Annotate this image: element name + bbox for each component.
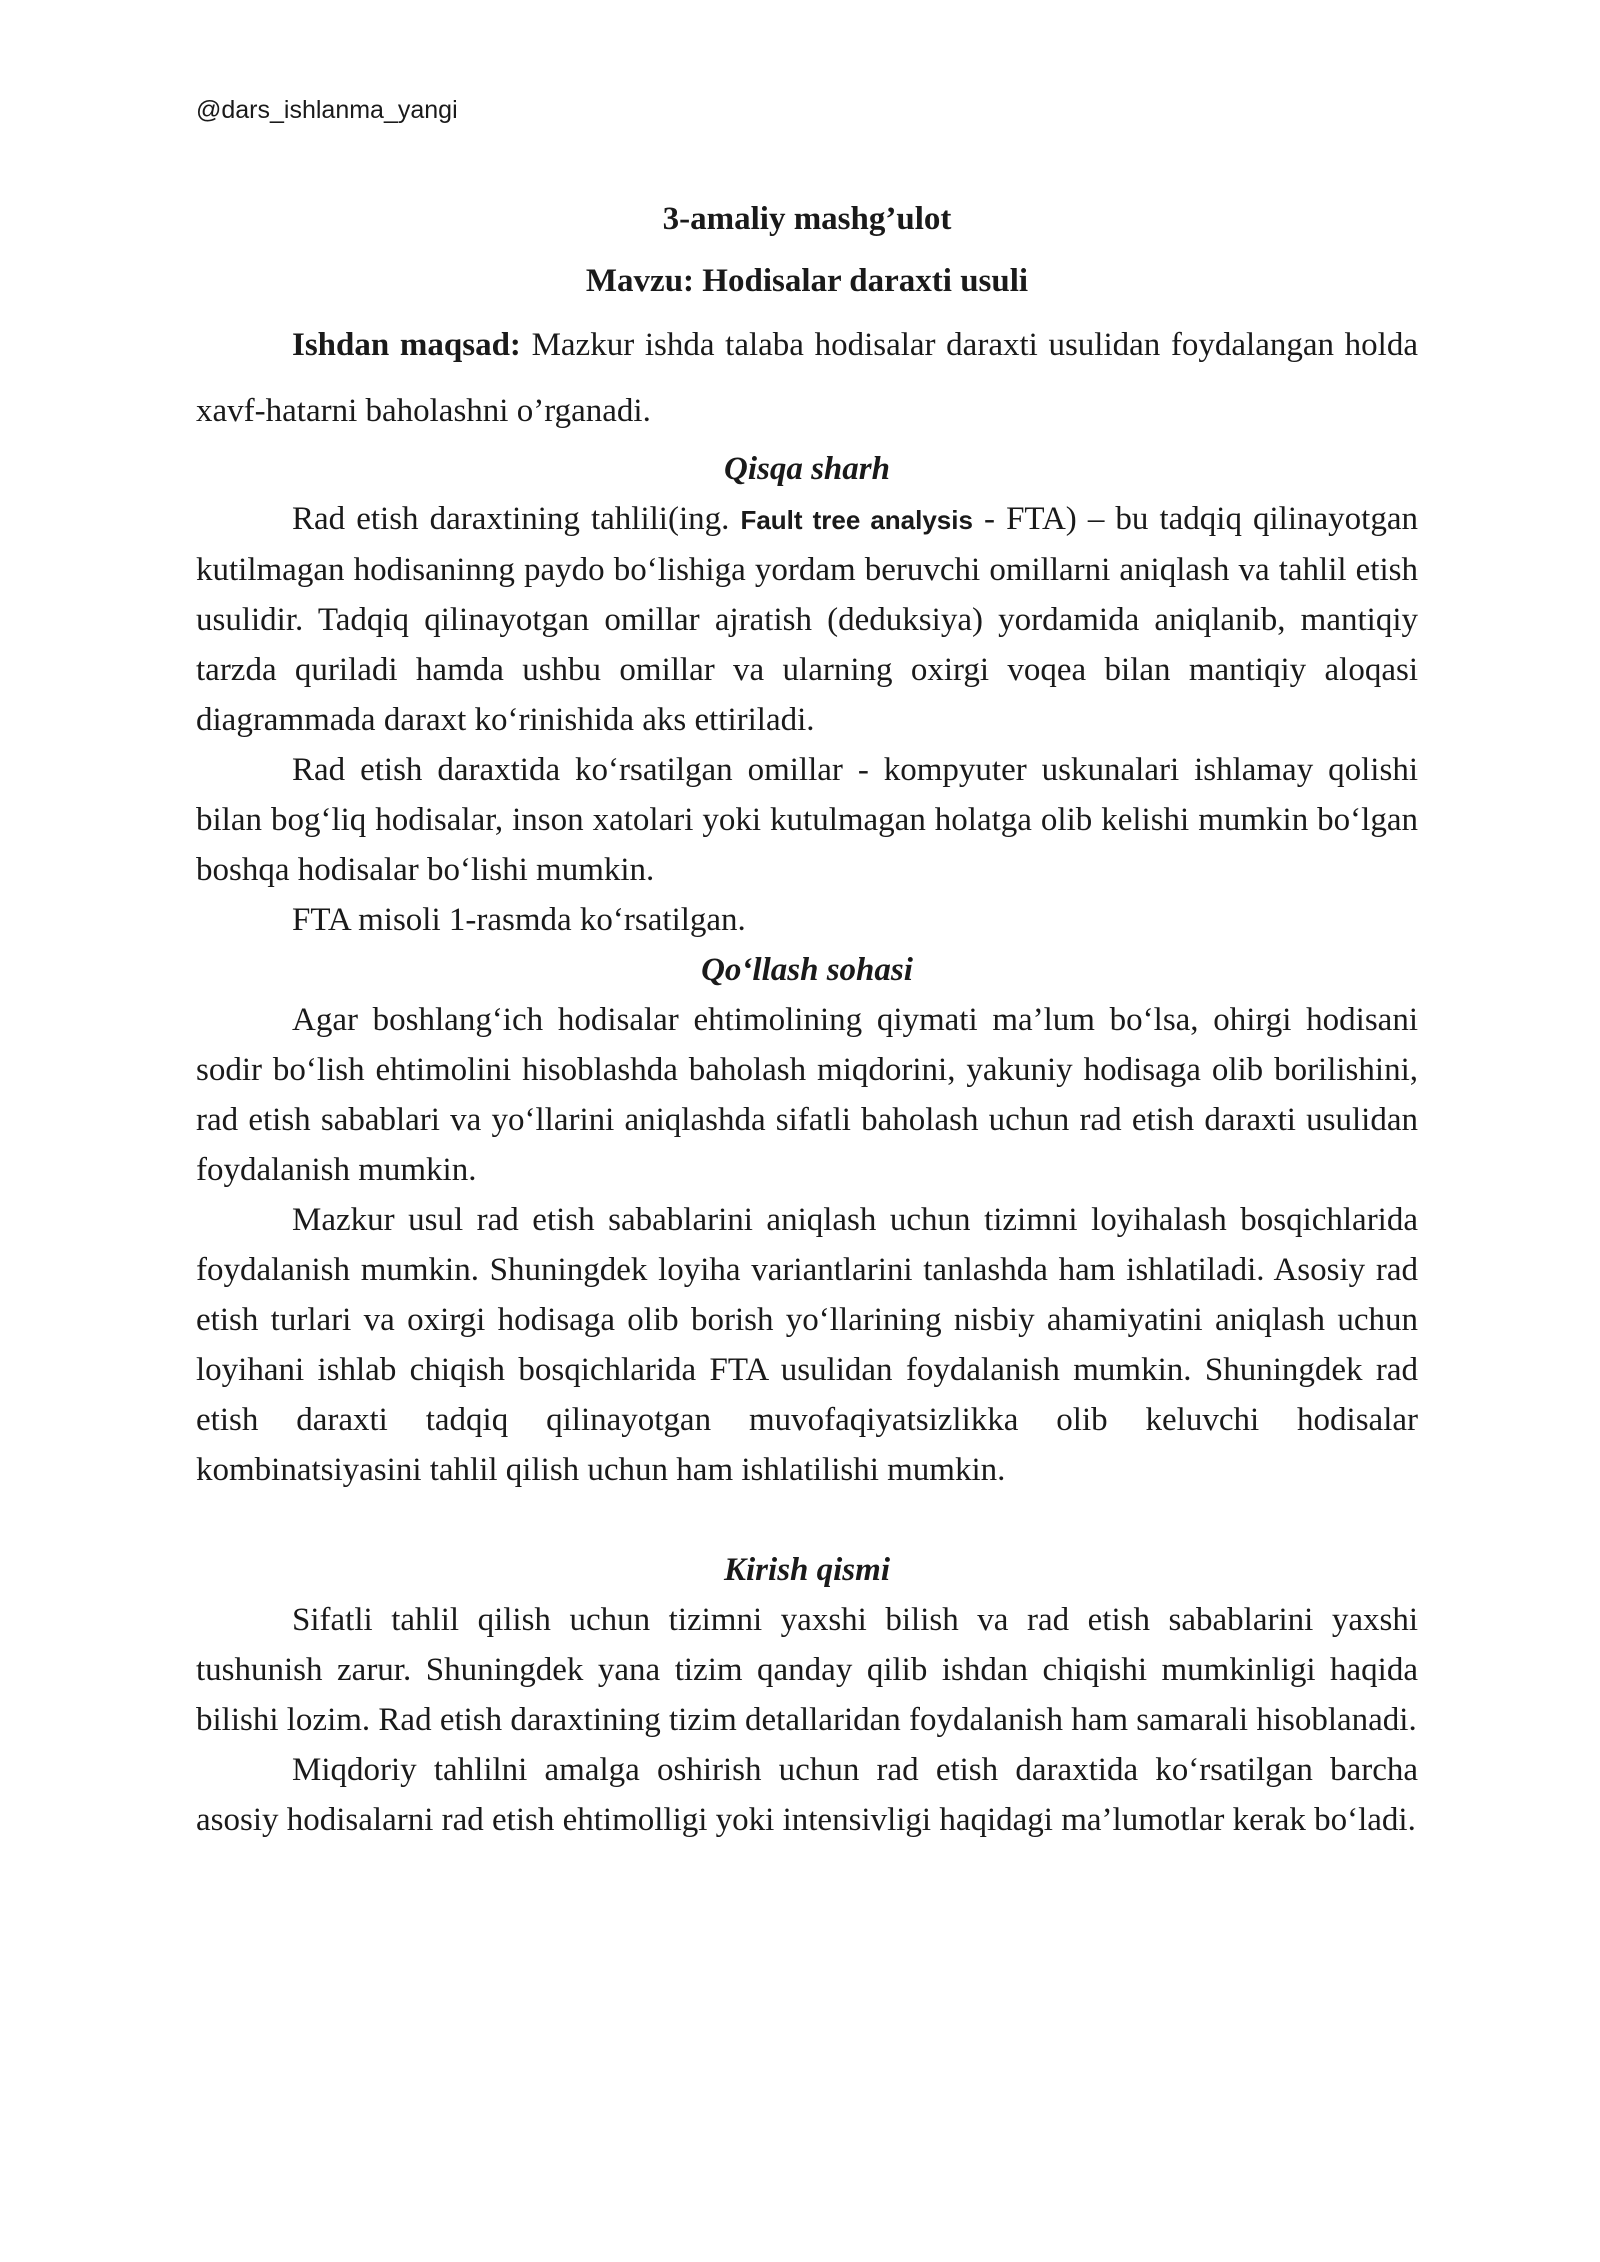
section-heading-application: Qo‘llash sohasi <box>701 952 913 988</box>
fta-term: Fault tree analysis <box>740 505 973 535</box>
summary-paragraph-3: FTA misoli 1-rasmda ko‘rsatilgan. <box>292 902 746 938</box>
document-subtitle: Mavzu: Hodisalar daraxti usuli <box>585 263 1029 299</box>
watermark-handle: @dars_ishlanma_yangi <box>196 96 458 124</box>
section-spacer <box>196 1495 1418 1545</box>
application-paragraph-2: Mazkur usul rad etish sabablarini aniqlash uchun tizimni loyihalash bosqichlarida foydalanish mumkin. Shuningdek loyiha variantlarini tanlashda ham ishlatiladi. Asosiy rad etish turlari va oxirgi hodisaga olib borish yo‘llarining nisbiy ahamiyatini aniqlash uchun loyihani ishlab chiqish bosqichlarida FTA usulidan foydalanish mumkin. Shuningdek rad etish daraxti tadqiq qilinayotgan muvofaqiyatsizlikka olib keluvchi hodisalar kombinatsiyasini tahlil qilish uchun ham ishlatilishi mumkin. <box>196 1202 1418 1488</box>
section-heading-intro: Kirish qismi <box>724 1552 890 1588</box>
purpose-text: Mazkur ishda talaba hodisalar daraxti usulidan foydalangan holda xavf-hatarni baholashni o’rganadi. <box>196 327 1418 429</box>
application-paragraph-1: Agar boshlang‘ich hodisalar ehtimolining qiymati ma’lum bo‘lsa, ohirgi hodisani sodir bo‘lish ehtimolini hisoblashda baholash miqdorini, yakuniy hodisaga olib borilishini, rad etish sabablari va yo‘llarini aniqlashda sifatli baholash uchun rad etish daraxti usulidan foydalanish mumkin. <box>196 1002 1418 1188</box>
section-heading-summary: Qisqa sharh <box>724 451 890 487</box>
summary-p1-rest: - FTA) – bu tadqiq qilinayotgan kutilmagan hodisaninng paydo bo‘lishiga yordam beruvchi omillarni aniqlash va tahlil etish usulidir. Tadqiq qilinayotgan omillar ajratish (deduksiya) yordamida aniqlanib, mantiqiy tarzda quriladi hamda ushbu omillar va ularning oxirgi voqea bilan mantiqiy aloqasi diagrammada daraxt ko‘rinishida aks ettiriladi. <box>196 501 1418 738</box>
intro-paragraph-2: Miqdoriy tahlilni amalga oshirish uchun rad etish daraxtida ko‘rsatilgan barcha asosiy hodisalarni rad etish ehtimolligi yoki intensivligi haqidagi ma’lumotlar kerak bo‘ladi. <box>196 1752 1418 1838</box>
purpose-paragraph <box>196 312 1418 444</box>
summary-paragraph-1 <box>196 494 1418 745</box>
summary-p1-lead: Rad etish daraxtining tahlili(ing. <box>292 501 741 537</box>
purpose-label: Ishdan maqsad: <box>292 327 521 363</box>
document-body <box>196 188 1418 1845</box>
intro-paragraph-1: Sifatli tahlil qilish uchun tizimni yaxshi bilish va rad etish sabablarini yaxshi tushunish zarur. Shuningdek yana tizim qanday qilib ishdan chiqishi mumkinligi haqida bilishi lozim. Rad etish daraxtining tizim detallaridan foydalanish ham samarali hisoblanadi. <box>196 1602 1418 1738</box>
summary-paragraph-2: Rad etish daraxtida ko‘rsatilgan omillar - kompyuter uskunalari ishlamay qolishi bilan bog‘liq hodisalar, inson xatolari yoki kutulmagan holatga olib kelishi mumkin bo‘lgan boshqa hodisalar bo‘lishi mumkin. <box>196 752 1418 888</box>
document-title: 3-amaliy mashg’ulot <box>662 201 952 237</box>
